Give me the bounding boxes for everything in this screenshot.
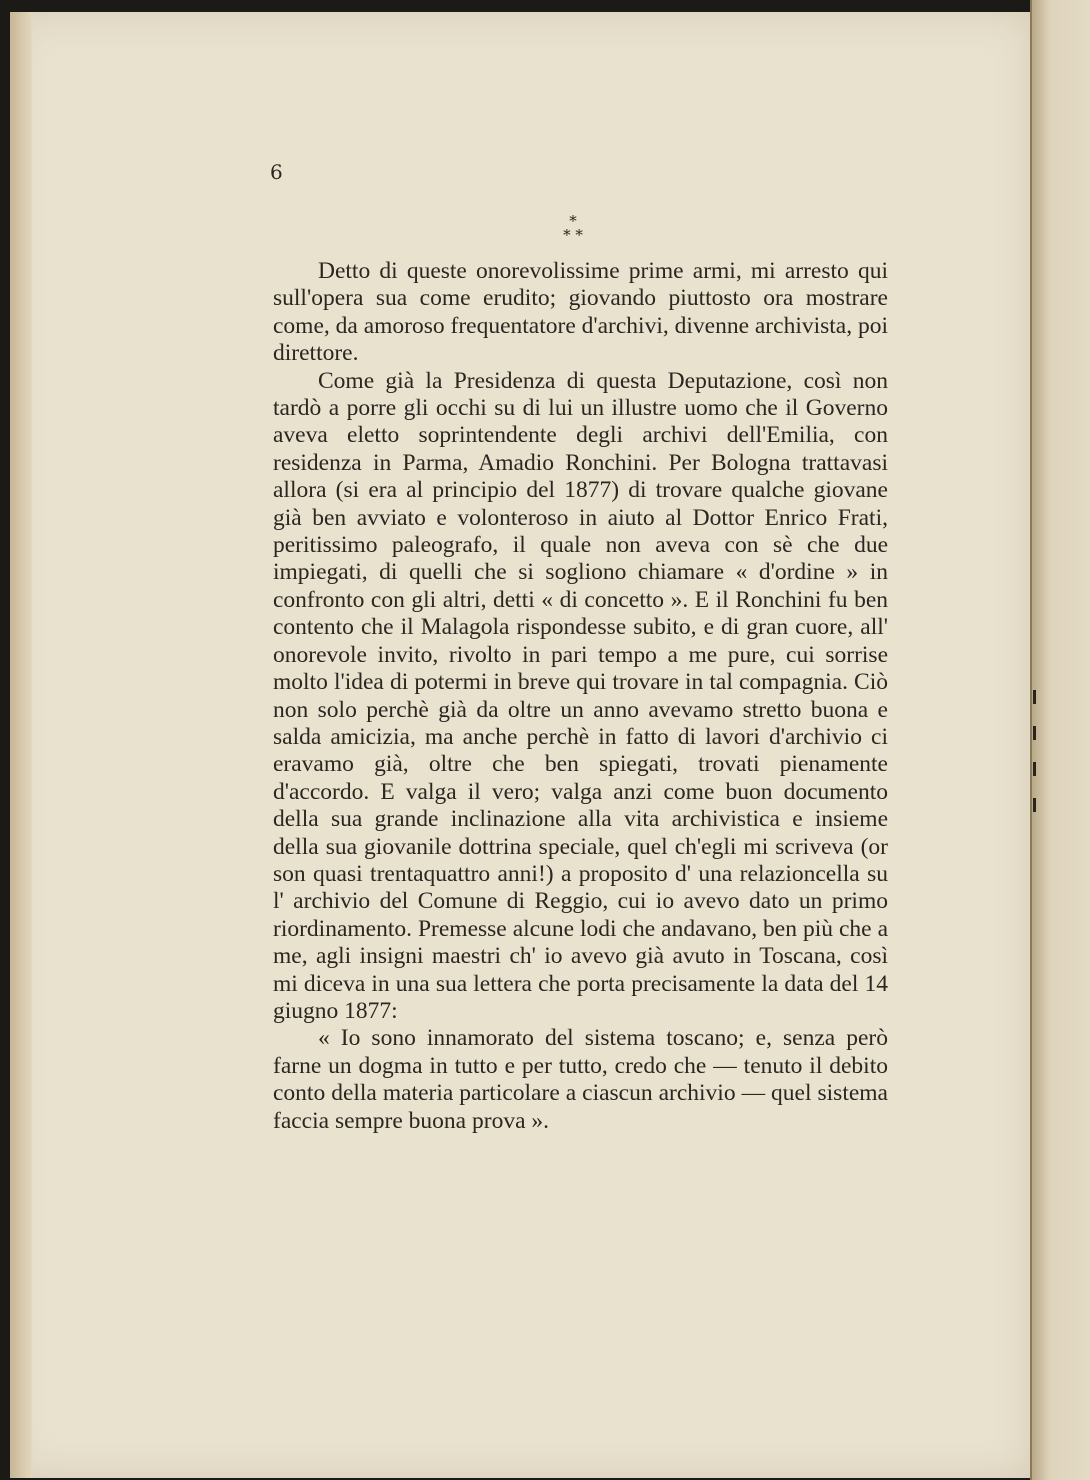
page-number: 6 xyxy=(270,160,283,184)
paragraph-2: Come già la Presidenza di questa Deputazione, così non tardò a porre gli occhi su di lui un illustre uomo che il Governo aveva eletto soprintendente degli archivi dell'Emilia, con residenza in Parma, Amadio Ronchini. Per Bologna trattavasi allora (si era al principio del 1877) di trovare qualche giovane già ben avviato e volonteroso in aiuto al Dottor Enrico Frati, peritissimo paleografo, il quale non aveva con sè che due impiegati, di quelli che si sogliono chiamare « d'ordine » in confronto con gli altri, detti « di concetto ». E il Ronchini fu ben contento che il Malagola rispondesse subito, e di gran cuore, all' onorevole invito, rivolto in pari tempo a me pure, cui sorrise molto l'idea di potermi in breve qui trovare in tal compagnia. Ciò non solo perchè già da oltre un anno avevamo stretto buona e salda amicizia, ma anche perchè in fatto di lavori d'archivio ci eravamo già, oltre che ben spiegati, trovati pienamente d'accordo. E valga il vero; valga anzi come buon documento della sua grande inclinazione alla vita archivistica e insieme della sua giovanile dottrina speciale, quel ch'egli mi scriveva (or son quasi trentaquattro anni!) a proposito d' una relazioncella su l' archivio del Comune di Reggio, cui io avevo dato un primo riordinamento. Premesse alcune lodi che andavano, ben più che a me, agli insigni maestri ch' io avevo già avuto in Toscana, così mi diceva in una sua lettera che porta precisamente la data del 14 giugno 1877: xyxy=(273,367,888,1024)
paragraph-1: Detto di queste onorevolissime prime armi, mi arresto qui sull'opera sua come erudito; giovando piuttosto ora mostrare come, da amoroso frequentatore d'archivi, divenne archivista, poi direttore. xyxy=(273,258,889,367)
body-text xyxy=(273,258,888,1135)
page-left-edge xyxy=(10,12,32,1478)
paragraph-3-quotation: « Io sono innamorato del sistema toscano; e, senza però farne un dogma in tutto e per tutto, credo che — tenuto il debito conto della materia particolare a ciascun archivio — quel sistema faccia sempre buona prova ». xyxy=(273,1025,888,1134)
adjacent-page-marks xyxy=(1033,690,1036,830)
section-asterism: * * * xyxy=(563,212,583,244)
adjacent-page-edge xyxy=(1030,0,1090,1480)
